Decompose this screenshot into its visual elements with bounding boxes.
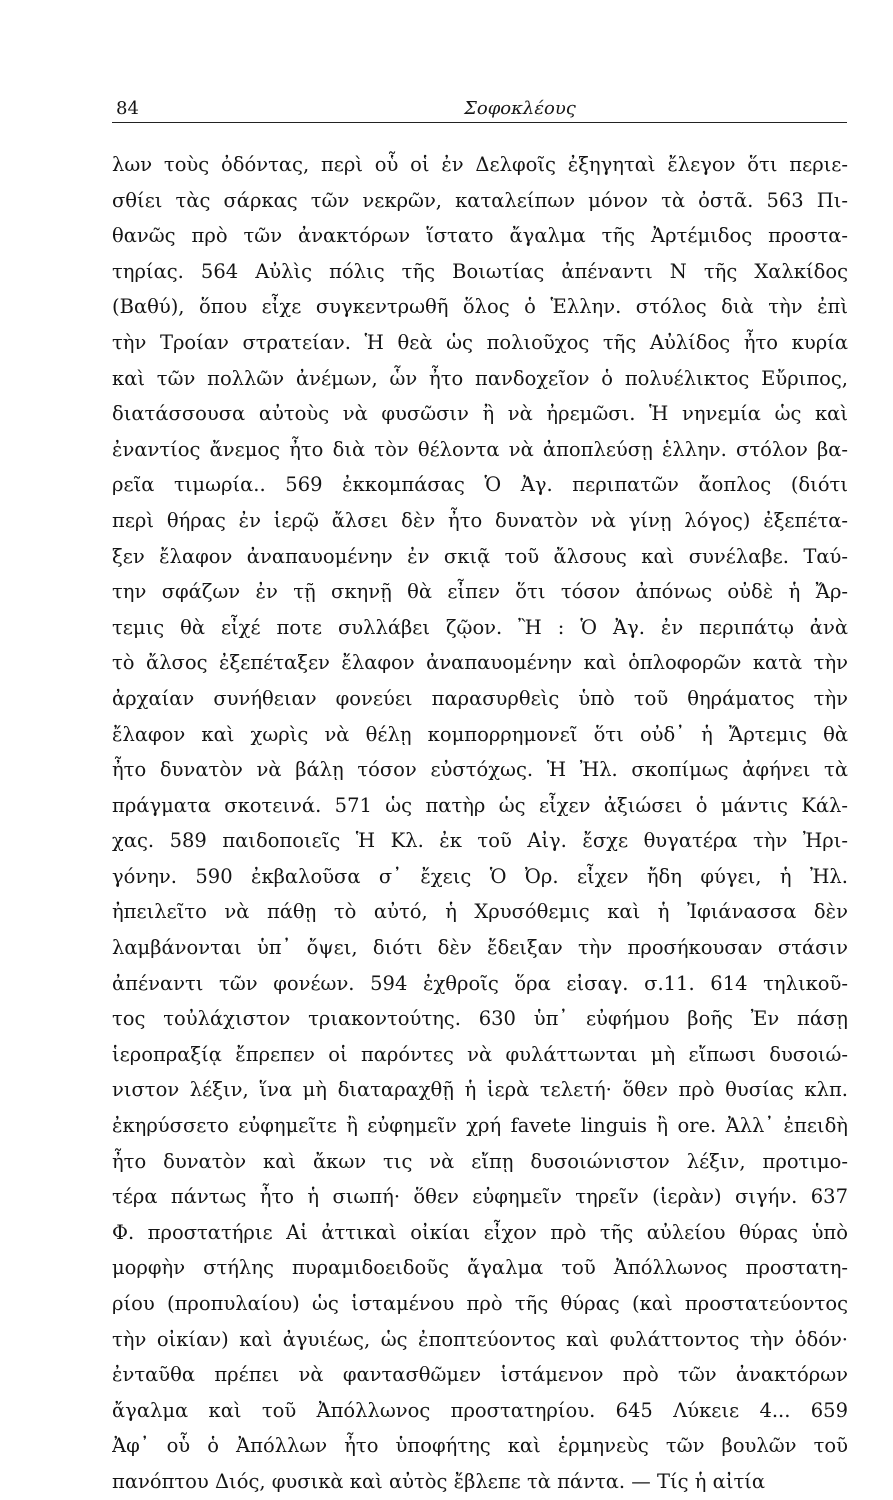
- text-line: ἦτο δυνατὸν νὰ βάλῃ τόσον εὐστόχως. Ἡ Ἠλ. σκοπίμως ἀφήνει τὰ: [112, 758, 848, 782]
- text-line: ἔλαφον καὶ χωρὶς νὰ θέλῃ κομπορρημονεῖ ὅτι οὐδ᾽ ἡ Ἄρτεμις θὰ: [112, 722, 848, 746]
- text-line: ἐναντίος ἄνεμος ἦτο διὰ τὸν θέλοντα νὰ ἀποπλεύσῃ ἑλλην. στόλον βα-: [112, 437, 848, 461]
- commentary-text: [112, 147, 848, 1500]
- text-line: τεμις θὰ εἶχέ ποτε συλλάβει ζῷον. Ἢ : Ὁ Ἀγ. ἐν περιπάτῳ ἀνὰ: [112, 615, 848, 639]
- text-line: λων τοὺς ὀδόντας, περὶ οὗ οἱ ἐν Δελφοῖς ἐξηγηταὶ ἔλεγον ὅτι περιε-: [112, 153, 848, 176]
- text-line: (Βαθύ), ὅπου εἶχε συγκεντρωθῆ ὅλος ὁ Ἑλλην. στόλος διὰ τὴν ἐπὶ: [112, 295, 848, 319]
- text-line: τέρα πάντως ἦτο ἡ σιωπή· ὅθεν εὐφημεῖν τηρεῖν (ἱερὰν) σιγήν. 637: [112, 1185, 848, 1209]
- text-line: τὴν Τροίαν στρατείαν. Ἡ θεὰ ὡς πολιοῦχος τῆς Αὐλίδος ἦτο κυρία: [112, 330, 848, 354]
- text-line: ρίου (προπυλαίου) ὡς ἱσταμένου πρὸ τῆς θύρας (καὶ προστατεύοντος: [112, 1292, 848, 1315]
- text-line: χας. 589 παιδοποιεῖς Ἡ Κλ. ἐκ τοῦ Αἰγ. ἔσχε θυγατέρα τὴν Ἠρι-: [112, 829, 848, 853]
- text-line: καὶ τῶν πολλῶν ἀνέμων, ὧν ἦτο πανδοχεῖον ὁ πολυέλικτος Εὔριπος,: [112, 366, 848, 390]
- text-line: ἄγαλμα καὶ τοῦ Ἀπόλλωνος προστατηρίου. 645 Λύκειε 4... 659: [112, 1398, 848, 1422]
- text-line: νιστον λέξιν, ἵνα μὴ διαταραχθῇ ἡ ἱερὰ τελετή· ὅθεν πρὸ θυσίας κλπ.: [112, 1078, 848, 1102]
- running-title: Σοφοκλέους: [464, 98, 576, 119]
- text-line: τὴν οἰκίαν) καὶ ἀγυιέως, ὡς ἐποπτεύοντος καὶ φυλάττοντος τὴν ὁδόν·: [112, 1327, 848, 1351]
- text-line: Φ. προστατήριε Αἱ ἀττικαὶ οἰκίαι εἶχον πρὸ τῆς αὐλείου θύρας ὑπὸ: [112, 1220, 848, 1244]
- text-line: πράγματα σκοτεινά. 571 ὡς πατὴρ ὡς εἶχεν ἀξιώσει ὁ μάντις Κάλ-: [112, 793, 848, 817]
- text-line: τὸ ἄλσος ἐξεπέταξεν ἔλαφον ἀναπαυομένην καὶ ὁπλοφορῶν κατὰ τὴν: [112, 651, 848, 675]
- text-line: ἀρχαίαν συνήθειαν φονεύει παρασυρθεὶς ὑπὸ τοῦ θηράματος τὴν: [112, 686, 848, 710]
- text-line: γόνην. 590 ἐκβαλοῦσα σ᾽ ἔχεις Ὁ Ὀρ. εἶχεν ἤδη φύγει, ἡ Ἠλ.: [112, 864, 848, 888]
- header-rule: [112, 122, 847, 123]
- page-number: 84: [116, 98, 139, 119]
- text-line: μορφὴν στήλης πυραμιδοειδοῦς ἄγαλμα τοῦ Ἀπόλλωνος προστατη-: [112, 1256, 848, 1280]
- text-line: ἦτο δυνατὸν καὶ ἄκων τις νὰ εἴπῃ δυσοιώνιστον λέξιν, προτιμο-: [112, 1149, 848, 1173]
- text-line: λαμβάνονται ὑπ᾽ ὄψει, διότι δὲν ἔδειξαν τὴν προσήκουσαν στάσιν: [112, 936, 848, 960]
- text-line: τος τοὐλάχιστον τριακοντούτης. 630 ὑπ᾽ εὐφήμου βοῆς Ἐν πάσῃ: [112, 1007, 848, 1031]
- text-line: την σφάζων ἐν τῇ σκηνῇ θὰ εἶπεν ὅτι τόσον ἀπόνως οὐδὲ ἡ Ἄρ-: [112, 580, 848, 604]
- text-line: ἀπέναντι τῶν φονέων. 594 ἐχθροῖς ὅρα εἰσαγ. σ.11. 614 τηλικοῦ-: [112, 971, 848, 995]
- text-line: σθίει τὰς σάρκας τῶν νεκρῶν, καταλείπων μόνον τὰ ὀστᾶ. 563 Πι-: [112, 188, 848, 212]
- text-line: θανῶς πρὸ τῶν ἀνακτόρων ἵστατο ἄγαλμα τῆς Ἀρτέμιδος προστα-: [112, 224, 848, 248]
- text-line: ἱεροπραξίᾳ ἔπρεπεν οἱ παρόντες νὰ φυλάττωνται μὴ εἴπωσι δυσοιώ-: [112, 1042, 848, 1066]
- text-line: πανόπτου Διός, φυσικὰ καὶ αὐτὸς ἔβλεπε τὰ πάντα. — Τίς ἡ αἰτία: [112, 1469, 766, 1493]
- text-line: ἠπειλεῖτο νὰ πάθῃ τὸ αὐτό, ἡ Χρυσόθεμις καὶ ἡ Ἰφιάνασσα δὲν: [112, 900, 848, 924]
- text-line: Ἀφ᾽ οὗ ὁ Ἀπόλλων ἦτο ὑποφήτης καὶ ἑρμηνεὺς τῶν βουλῶν τοῦ: [112, 1434, 848, 1458]
- text-line: διατάσσουσα αὐτοὺς νὰ φυσῶσιν ἢ νὰ ἠρεμῶσι. Ἡ νηνεμία ὡς καὶ: [112, 402, 848, 426]
- text-line: ἐκηρύσσετο εὐφημεῖτε ἢ εὐφημεῖν χρή favete linguis ἢ ore. Ἀλλ᾽ ἐπειδὴ: [112, 1114, 848, 1138]
- text-line: ρεῖα τιμωρία.. 569 ἐκκομπάσας Ὁ Ἀγ. περιπατῶν ἄοπλος (διότι: [112, 473, 848, 497]
- text-line: ξεν ἔλαφον ἀναπαυομένην ἐν σκιᾷ τοῦ ἄλσους καὶ συνέλαβε. Ταύ-: [112, 544, 848, 568]
- text-line: περὶ θήρας ἐν ἱερῷ ἄλσει δὲν ἦτο δυνατὸν νὰ γίνῃ λόγος) ἐξεπέτα-: [112, 508, 848, 532]
- text-line: ἐνταῦθα πρέπει νὰ φαντασθῶμεν ἱστάμενον πρὸ τῶν ἀνακτόρων: [112, 1363, 848, 1387]
- text-line: τηρίας. 564 Αὐλὶς πόλις τῆς Βοιωτίας ἀπέναντι Ν τῆς Χαλκίδος: [112, 259, 848, 283]
